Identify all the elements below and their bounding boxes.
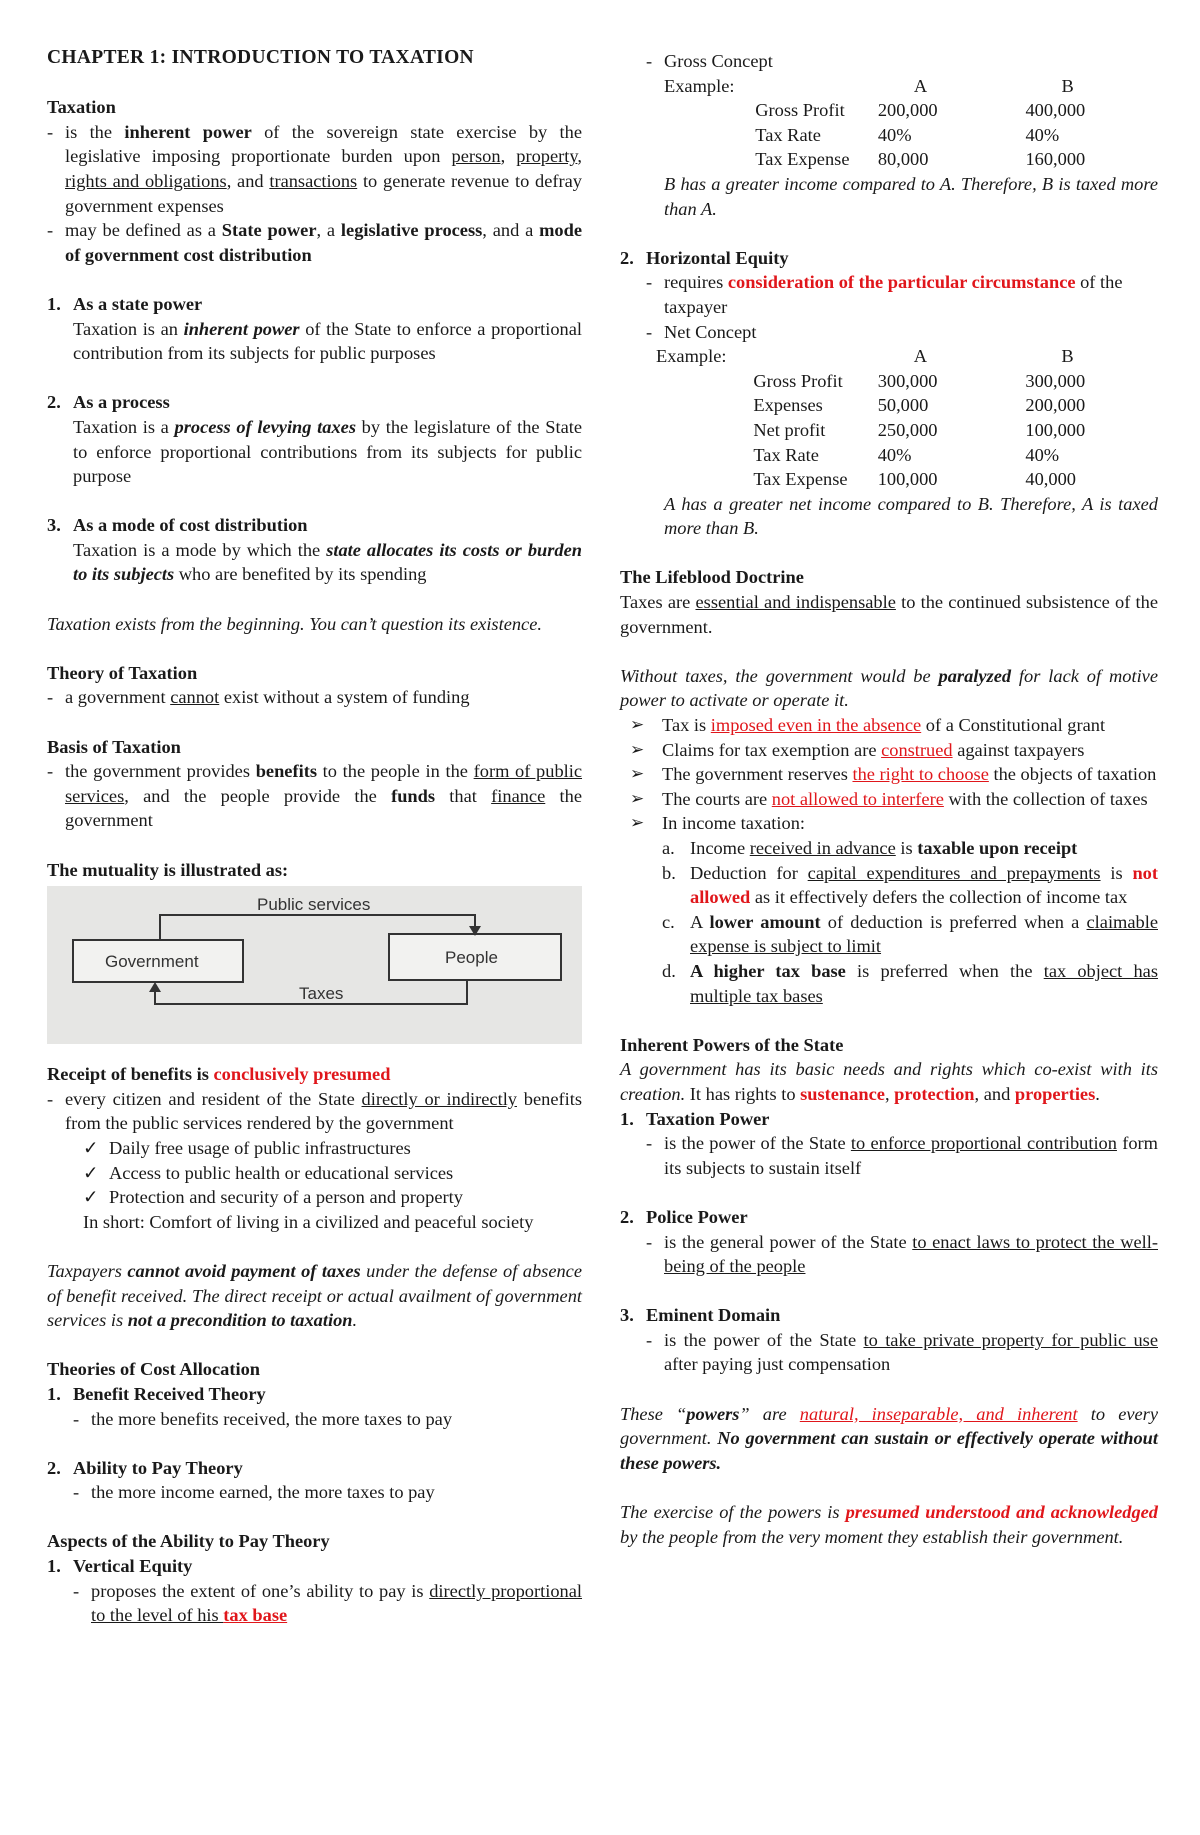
- income-item-a: a. Income received in advance is taxable upon receipt: [662, 838, 1078, 858]
- lifeblood-heading: The Lifeblood Doctrine: [620, 567, 804, 588]
- taxation-power-text: - is the power of the State to enforce proportional contribution form its subjects to sustain itself: [646, 1133, 1158, 1178]
- mutuality-diagram: [47, 886, 582, 1044]
- basis-text: - the government provides benefits to the people in the form of public services, and the people provide the funds that finance the government: [47, 761, 583, 831]
- government-label: Government: [105, 952, 199, 972]
- table-row: Tax Expense 80,000 160,000: [755, 149, 1086, 170]
- left-column: [47, 46, 582, 1628]
- people-label: People: [445, 948, 498, 968]
- taxation-heading: Taxation: [47, 97, 116, 118]
- police-power-text: - is the general power of the State to enact laws to protect the well-being of the people: [646, 1231, 1158, 1277]
- gross-concept-label: - Gross Concept: [646, 51, 773, 71]
- check-icon: ✓: [83, 1137, 99, 1158]
- cost-allocation-heading: Theories of Cost Allocation: [47, 1359, 261, 1380]
- inherent-heading: Inherent Powers of the State: [620, 1034, 844, 1055]
- table-row: Gross Profit 300,000 300,000: [753, 370, 1086, 391]
- taxation-power-title: 1. Taxation Power: [620, 1108, 770, 1129]
- exercise-note: The exercise of the powers is presumed understood and acknowledged by the people from the very moment they establish their government.: [620, 1502, 1158, 1547]
- table-row: Example: A B: [664, 75, 1074, 96]
- lifeblood-italic: Without taxes, the government would be paralyzed for lack of motive power to activate or operate it.: [620, 665, 1158, 711]
- arrow-bullet-icon: ➢: [630, 813, 645, 833]
- receipt-text: - every citizen and resident of the State directly or indirectly benefits from the public services rendered by the government: [47, 1088, 582, 1134]
- table-row: Net profit 250,000 100,000: [753, 419, 1086, 440]
- inherent-intro: A government has its basic needs and rights which co-exist with its creation. It has rights to sustenance, protection, and properties.: [620, 1059, 1158, 1104]
- taxation-definition-1: - is the inherent power of the sovereign state exercise by the legislative imposing proportionate burden upon person, property, rights and obligations, and transactions to generate revenue to defray government expenses: [47, 121, 583, 216]
- vertical-equity-text: - proposes the extent of one’s ability to pay is directly proportional to the level of his tax base: [73, 1580, 583, 1626]
- cost-distribution-text: Taxation is a mode by which the state allocates its costs or burden to its subjects who are benefited by its spending: [73, 539, 583, 585]
- table-row: Example: A B: [656, 346, 1074, 367]
- state-power-title: 1. As a state power: [47, 293, 203, 314]
- check-icon: ✓: [83, 1162, 99, 1183]
- lifeblood-point: ➢ In income taxation:: [620, 811, 1158, 836]
- chapter-title: CHAPTER 1: INTRODUCTION TO TAXATION: [47, 47, 474, 68]
- horizontal-equity-title: 2. Horizontal Equity: [620, 247, 789, 268]
- ability-theory-title: 2. Ability to Pay Theory: [47, 1457, 243, 1478]
- check-item: ✓ Protection and security of a person and property: [47, 1185, 582, 1210]
- table-row: Tax Expense 100,000 40,000: [753, 469, 1076, 490]
- arrow-bullet-icon: ➢: [630, 764, 645, 784]
- theory-text: - a government cannot exist without a system of funding: [47, 687, 470, 708]
- vertical-equity-title: 1. Vertical Equity: [47, 1556, 193, 1577]
- table-row: Expenses 50,000 200,000: [753, 395, 1086, 416]
- taxation-definition-2: - may be defined as a State power, a legislative process, and a mode of government cost distribution: [47, 220, 582, 265]
- check-icon: ✓: [83, 1187, 99, 1208]
- net-concept-table: [656, 344, 1158, 492]
- horizontal-equity-text: - requires consideration of the particular circumstance of the taxpayer: [646, 272, 1123, 317]
- taxes-label: Taxes: [299, 984, 344, 1004]
- net-concept-label: - Net Concept: [646, 321, 757, 342]
- cost-distribution-title: 3. As a mode of cost distribution: [47, 515, 308, 536]
- powers-note: These “powers” are natural, inseparable, and inherent to every government. No government can sustain or effectively operate without these powers.: [620, 1403, 1158, 1473]
- state-power-text: Taxation is an inherent power of the State to enforce a proportional contribution from its subjects for public purposes: [73, 318, 583, 364]
- income-item-d: d. A higher tax base is preferred when the tax object has multiple tax bases: [662, 960, 1158, 1006]
- mutuality-heading: The mutuality is illustrated as:: [47, 859, 289, 880]
- receipt-short: In short: Comfort of living in a civilized and peaceful society: [83, 1211, 534, 1232]
- lifeblood-point: ➢ Tax is imposed even in the absence of a Constitutional grant: [620, 713, 1158, 738]
- aspects-heading: Aspects of the Ability to Pay Theory: [47, 1531, 330, 1552]
- table-row: Gross Profit 200,000 400,000: [755, 100, 1086, 121]
- taxpayers-note: Taxpayers cannot avoid payment of taxes under the defense of absence of benefit received. The direct receipt or actual availment of government services is not a precondition to taxation.: [47, 1260, 583, 1331]
- arrow-bullet-icon: ➢: [630, 739, 645, 759]
- basis-heading: Basis of Taxation: [47, 736, 181, 757]
- eminent-domain-title: 3. Eminent Domain: [620, 1305, 781, 1326]
- table-row: Tax Rate 40% 40%: [755, 124, 1060, 145]
- income-item-b: b. Deduction for capital expenditures and prepayments is not allowed as it effectively defers the collection of income tax: [662, 862, 1158, 908]
- net-concept-note: A has a greater net income compared to B. Therefore, A is taxed more than B.: [664, 493, 1158, 539]
- mutuality-svg: [47, 886, 582, 1044]
- lifeblood-text: Taxes are essential and indispensable to the continued subsistence of the government.: [620, 592, 1158, 637]
- check-item: ✓ Access to public health or educational services: [47, 1161, 582, 1186]
- lifeblood-point: ➢ The government reserves the right to choose the objects of taxation: [620, 762, 1158, 787]
- police-power-title: 2. Police Power: [620, 1206, 748, 1227]
- arrow-bullet-icon: ➢: [630, 788, 645, 808]
- gross-concept-table: [664, 74, 1158, 172]
- gross-concept-note: B has a greater income compared to A. Therefore, B is taxed more than A.: [664, 173, 1158, 219]
- receipt-heading: Receipt of benefits is conclusively presumed: [47, 1064, 391, 1085]
- lifeblood-point: ➢ Claims for tax exemption are construed against taxpayers: [620, 738, 1158, 763]
- benefit-theory-title: 1. Benefit Received Theory: [47, 1383, 266, 1404]
- lifeblood-point: ➢ The courts are not allowed to interfere with the collection of taxes: [620, 787, 1158, 812]
- process-title: 2. As a process: [47, 392, 170, 413]
- theory-heading: Theory of Taxation: [47, 662, 198, 683]
- income-item-c: c. A lower amount of deduction is preferred when a claimable expense is subject to limit: [662, 911, 1158, 957]
- table-row: Tax Rate 40% 40%: [753, 444, 1060, 465]
- process-text: Taxation is a process of levying taxes by the legislature of the State to enforce proportional contributions from its subjects for public purpose: [73, 416, 582, 487]
- taxes-arrowhead: [149, 982, 161, 992]
- right-column: [620, 49, 1158, 1549]
- arrow-bullet-icon: ➢: [630, 715, 645, 735]
- public-services-label: Public services: [257, 895, 371, 915]
- eminent-domain-text: - is the power of the State to take private property for public use after paying just compensation: [646, 1329, 1158, 1375]
- ability-theory-text: - the more income earned, the more taxes to pay: [73, 1482, 435, 1503]
- check-item: ✓ Daily free usage of public infrastructures: [47, 1136, 582, 1161]
- benefit-theory-text: - the more benefits received, the more taxes to pay: [73, 1408, 453, 1429]
- exists-note: Taxation exists from the beginning. You can’t question its existence.: [47, 613, 542, 634]
